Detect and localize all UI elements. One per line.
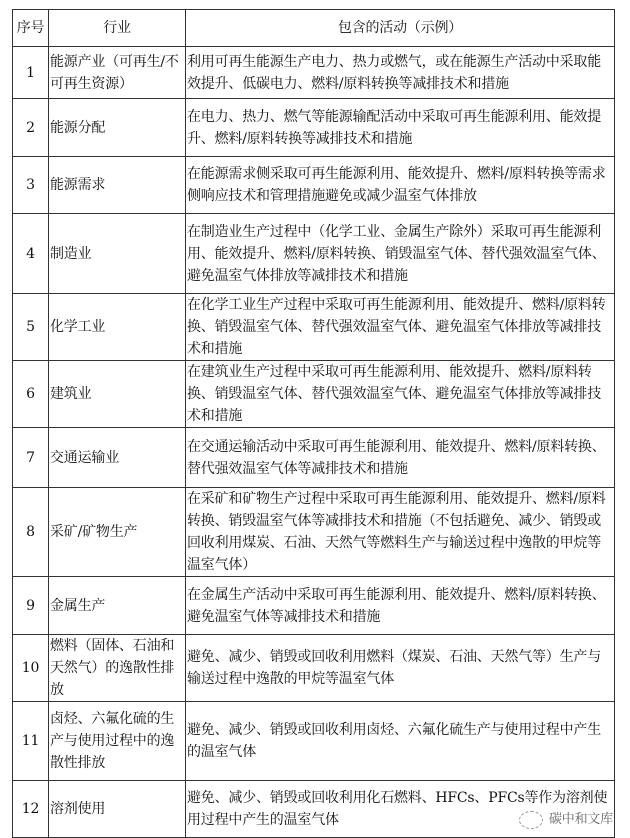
table-row [13,702,615,781]
row-activities: 避免、减少、销毁或回收利用化石燃料、HFCs、PFCs等作为溶剂使用过程中产生的温室气体 [187,790,608,828]
row-industry-cell [49,781,186,838]
wechat-icon [519,811,543,829]
row-activities: 在电力、热力、燃气等能源输配活动中采取可再生能源利用、能效提升、燃料/原料转换等减排技术和措施 [187,108,601,147]
row-activities-cell [186,99,615,157]
row-activities-cell [186,361,615,428]
row-industry-cell [49,635,186,702]
row-industry-cell [49,214,186,294]
row-activities-cell [186,702,615,781]
table-row [13,99,615,157]
row-industry-cell [49,294,186,361]
row-industry: 能源产业（可再生/不可再生资源） [50,53,179,92]
row-num: 4 [26,245,35,262]
watermark [519,809,613,831]
row-num-cell [13,294,49,361]
row-industry: 建筑业 [50,386,92,402]
row-industry-cell [49,47,186,99]
row-industry: 交通运输业 [50,449,119,466]
row-industry-cell [49,157,186,214]
row-num-cell [13,214,49,294]
row-activities-cell [186,488,615,577]
row-activities-cell [186,47,615,99]
row-industry: 卤烃、六氟化硫的生产与使用过程中的逸散性排放 [50,711,175,771]
header-industry: 行业 [49,10,186,47]
row-num-cell [13,157,49,214]
table-row [13,157,615,214]
row-num: 3 [26,177,35,193]
row-num: 8 [26,524,35,540]
row-activities: 在能源需求侧采取可再生能源利用、能效提升、燃料/原料转换等需求侧响应技术和管理措施避免或减少温室气体排放 [187,166,606,204]
row-industry-cell [49,577,186,635]
table-row [13,781,615,838]
row-industry-cell [49,361,186,428]
row-num-cell [13,99,49,157]
row-activities-cell [186,428,615,488]
industry-activities-table [12,9,615,838]
row-activities-cell [186,294,615,361]
row-num: 2 [26,119,35,136]
row-num: 11 [21,733,40,749]
row-activities: 在制造业生产过程中（化学工业、金属生产除外）采取可再生能源利用、能效提升、燃料/原料转换、销毁温室气体、替代强效温室气体、避免温室气体排放等减排技术和措施 [187,223,606,284]
table-row [13,214,615,294]
watermark-text: 碳中和文库 [548,812,613,827]
row-num-cell [13,702,49,781]
row-industry: 燃料（固体、石油和天然气）的逸散性排放 [50,638,175,698]
row-activities: 在金属生产活动中采取可再生能源利用、能效提升、燃料/原料转换、避免温室气体等减排技术和措施 [187,586,606,625]
row-num: 10 [21,660,40,676]
row-industry: 能源分配 [50,119,106,136]
row-industry: 制造业 [50,245,92,262]
table-row [13,47,615,99]
row-industry-cell [49,99,186,157]
row-activities: 避免、减少、销毁或回收利用卤烃、六氟化硫生产与使用过程中产生的温室气体 [187,722,601,760]
row-industry: 溶剂使用 [50,801,106,817]
row-num: 12 [21,801,40,817]
header-activities: 包含的活动（示例） [186,10,615,47]
row-activities: 在化学工业生产过程中采取可再生能源利用、能效提升、燃料/原料转换、销毁温室气体、替代强效温室气体、避免温室气体排放等减排技术和措施 [187,297,606,357]
row-industry: 采矿/矿物生产 [50,524,138,540]
header-num: 序号 [13,10,49,47]
row-num: 5 [26,319,35,335]
row-activities-cell [186,635,615,702]
row-activities: 在交通运输活动中采取可再生能源利用、能效提升、燃料/原料转换、替代强效温室气体等减排技术和措施 [187,438,606,477]
row-num-cell [13,635,49,702]
table-row [13,577,615,635]
row-num: 1 [26,64,35,81]
row-industry-cell [49,702,186,781]
table-row [13,361,615,428]
row-industry-cell [49,428,186,488]
row-num: 7 [26,449,35,466]
row-activities: 在采矿和矿物生产过程中采取可再生能源利用、能效提升、燃料/原料转换、销毁温室气体等减排技术和措施（不包括避免、减少、销毁或回收利用煤炭、石油、天然气等燃料生产与输送过程中逸散的甲烷等温室气体） [187,491,606,573]
row-num-cell [13,577,49,635]
row-industry: 能源需求 [50,177,106,193]
table-row [13,294,615,361]
row-num-cell [13,47,49,99]
row-num: 9 [26,597,35,614]
row-activities: 在建筑业生产过程中采取可再生能源利用、能效提升、燃料/原料转换、销毁温室气体、替代强效温室气体、避免温室气体排放等减排技术和措施 [187,364,601,424]
row-num-cell [13,361,49,428]
row-num-cell [13,488,49,577]
row-activities: 利用可再生能源生产电力、热力或燃气，或在能源生产活动中采取能效提升、低碳电力、燃料/原料转换等减排技术和措施 [187,53,601,92]
row-num-cell [13,428,49,488]
table-row [13,635,615,702]
row-activities-cell [186,781,615,838]
row-activities-cell [186,214,615,294]
table-header-row [13,10,615,47]
row-industry-cell [49,488,186,577]
row-activities: 避免、减少、销毁或回收利用燃料（煤炭、石油、天然气等）生产与输送过程中逸散的甲烷等温室气体 [187,649,601,687]
row-activities-cell [186,577,615,635]
row-num: 6 [26,386,35,402]
row-industry: 金属生产 [50,597,106,614]
row-activities-cell [186,157,615,214]
row-industry: 化学工业 [50,319,106,335]
row-num-cell [13,781,49,838]
table-row [13,488,615,577]
table-row [13,428,615,488]
